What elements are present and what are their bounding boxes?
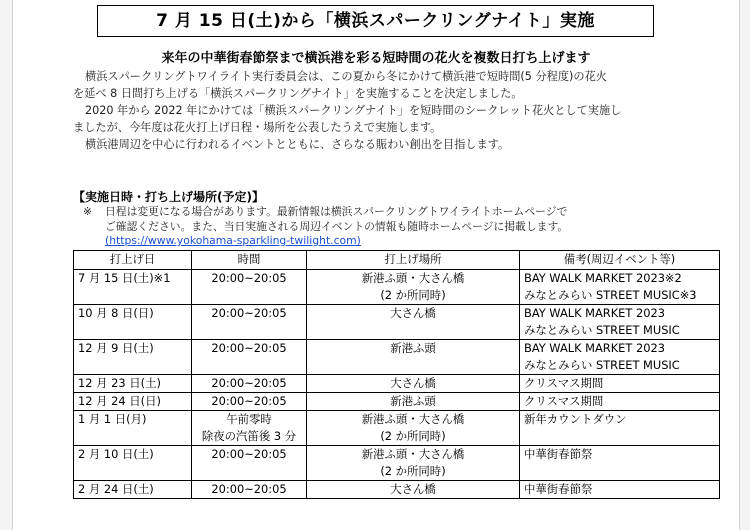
cell-place-line: (2 か所同時) — [380, 429, 446, 443]
cell-place-line: 新港ふ頭・大さん橋 — [361, 412, 465, 426]
cell-date: 12 月 9 日(土) — [74, 340, 192, 375]
cell-place-line: 大さん橋 — [390, 482, 436, 496]
note-text-1: 日程は変更になる場合があります。最新情報は横浜スパークリングトワイライトホームページで — [105, 205, 568, 218]
cell-note-line: クリスマス期間 — [524, 394, 604, 408]
cell-place-line: 大さん橋 — [390, 306, 436, 320]
cell-time-line: 20:00~20:05 — [211, 341, 287, 355]
paragraph-2a: 2020 年から 2022 年にかけては「横浜スパークリングナイト」を短時間のシークレット花火として実施し — [85, 104, 622, 117]
section-heading: 【実施日時・打ち上げ場所(予定)】 — [73, 190, 264, 204]
cell-time — [192, 481, 307, 499]
page-title: 7 月 15 日(土)から「横浜スパークリングナイト」実施 — [97, 5, 654, 37]
cell-place-line: (2 か所同時) — [380, 288, 446, 302]
table-header-row — [74, 251, 720, 270]
cell-time-line: 20:00~20:05 — [211, 482, 287, 496]
cell-time-line: 午前零時 — [226, 412, 272, 426]
cell-note — [520, 340, 720, 375]
cell-place — [307, 270, 520, 305]
paragraph-1b: を延べ 8 日間打ち上げる「横浜スパークリングナイト」を実施することを決定しました。 — [73, 87, 523, 100]
cell-note — [520, 481, 720, 499]
cell-time — [192, 411, 307, 446]
homepage-link[interactable]: (https://www.yokohama-sparkling-twilight.com) — [105, 234, 361, 247]
cell-note-line: BAY WALK MARKET 2023※2 — [524, 271, 682, 285]
cell-note-line: 中華街春節祭 — [524, 447, 593, 461]
cell-note-line: BAY WALK MARKET 2023 — [524, 306, 665, 320]
cell-time-line: 20:00~20:05 — [211, 306, 287, 320]
cell-place — [307, 481, 520, 499]
note-line-2: ご確認ください。また、当日実施される周辺イベントの情報も随時ホームページに掲載します。 — [105, 220, 569, 233]
cell-time-line: 20:00~20:05 — [211, 394, 287, 408]
table-row — [74, 411, 720, 446]
cell-place — [307, 340, 520, 375]
cell-time-line: 除夜の汽笛後 3 分 — [201, 429, 297, 443]
cell-note-line: 中華街春節祭 — [524, 482, 593, 496]
cell-time-line: 20:00~20:05 — [211, 376, 287, 390]
cell-place — [307, 411, 520, 446]
header-date: 打上げ日 — [74, 251, 192, 270]
cell-note — [520, 411, 720, 446]
header-place: 打上げ場所 — [307, 251, 520, 270]
cell-note — [520, 446, 720, 481]
cell-note — [520, 375, 720, 393]
cell-place-line: 大さん橋 — [390, 376, 436, 390]
cell-note — [520, 393, 720, 411]
table-row — [74, 481, 720, 499]
cell-date: 2 月 10 日(土) — [74, 446, 192, 481]
cell-time-line: 20:00~20:05 — [211, 271, 287, 285]
cell-note — [520, 270, 720, 305]
cell-place-line: 新港ふ頭・大さん橋 — [361, 271, 465, 285]
cell-note-line: BAY WALK MARKET 2023 — [524, 341, 665, 355]
cell-date: 7 月 15 日(土)※1 — [74, 270, 192, 305]
note-link-line — [105, 233, 361, 248]
schedule-table — [73, 250, 720, 499]
cell-note-line: 新年カウントダウン — [524, 412, 627, 426]
header-time: 時間 — [192, 251, 307, 270]
cell-time — [192, 446, 307, 481]
schedule-body — [74, 270, 720, 499]
header-note: 備考(周辺イベント等) — [520, 251, 720, 270]
cell-date: 2 月 24 日(土) — [74, 481, 192, 499]
table-row — [74, 393, 720, 411]
subtitle: 来年の中華街春節祭まで横浜港を彩る短時間の花火を複数日打ち上げます — [161, 51, 591, 66]
cell-place — [307, 375, 520, 393]
cell-date: 1 月 1 日(月) — [74, 411, 192, 446]
table-row — [74, 446, 720, 481]
cell-place — [307, 305, 520, 340]
paragraph-3: 横浜港周辺を中心に行われるイベントとともに、さらなる賑わい創出を目指します。 — [85, 138, 510, 151]
paragraph-1a: 横浜スパークリングトワイライト実行委員会は、この夏から冬にかけて横浜港で短時間(5 分程度)の花火 — [85, 70, 607, 83]
table-row — [74, 270, 720, 305]
cell-date: 10 月 8 日(日) — [74, 305, 192, 340]
cell-time-line: 20:00~20:05 — [211, 447, 287, 461]
table-row — [74, 340, 720, 375]
document-page — [12, 0, 740, 530]
note-mark: ※ — [83, 205, 93, 218]
cell-note-line: みなとみらい STREET MUSIC — [524, 323, 680, 337]
paragraph-2b: ましたが、今年度は花火打上げ日程・場所を公表したうえで実施します。 — [73, 121, 442, 134]
cell-place — [307, 446, 520, 481]
cell-note-line: みなとみらい STREET MUSIC — [524, 358, 680, 372]
cell-note-line: クリスマス期間 — [524, 376, 604, 390]
cell-time — [192, 393, 307, 411]
note-line-1 — [83, 204, 567, 219]
cell-place-line: 新港ふ頭 — [390, 394, 436, 408]
cell-time — [192, 270, 307, 305]
table-row — [74, 375, 720, 393]
cell-date: 12 月 23 日(土) — [74, 375, 192, 393]
table-row — [74, 305, 720, 340]
cell-time — [192, 305, 307, 340]
cell-note — [520, 305, 720, 340]
cell-place-line: (2 か所同時) — [380, 464, 446, 478]
cell-date: 12 月 24 日(日) — [74, 393, 192, 411]
cell-place-line: 新港ふ頭 — [390, 341, 436, 355]
cell-place — [307, 393, 520, 411]
cell-place-line: 新港ふ頭・大さん橋 — [361, 447, 465, 461]
cell-note-line: みなとみらい STREET MUSIC※3 — [524, 288, 697, 302]
cell-time — [192, 375, 307, 393]
cell-time — [192, 340, 307, 375]
